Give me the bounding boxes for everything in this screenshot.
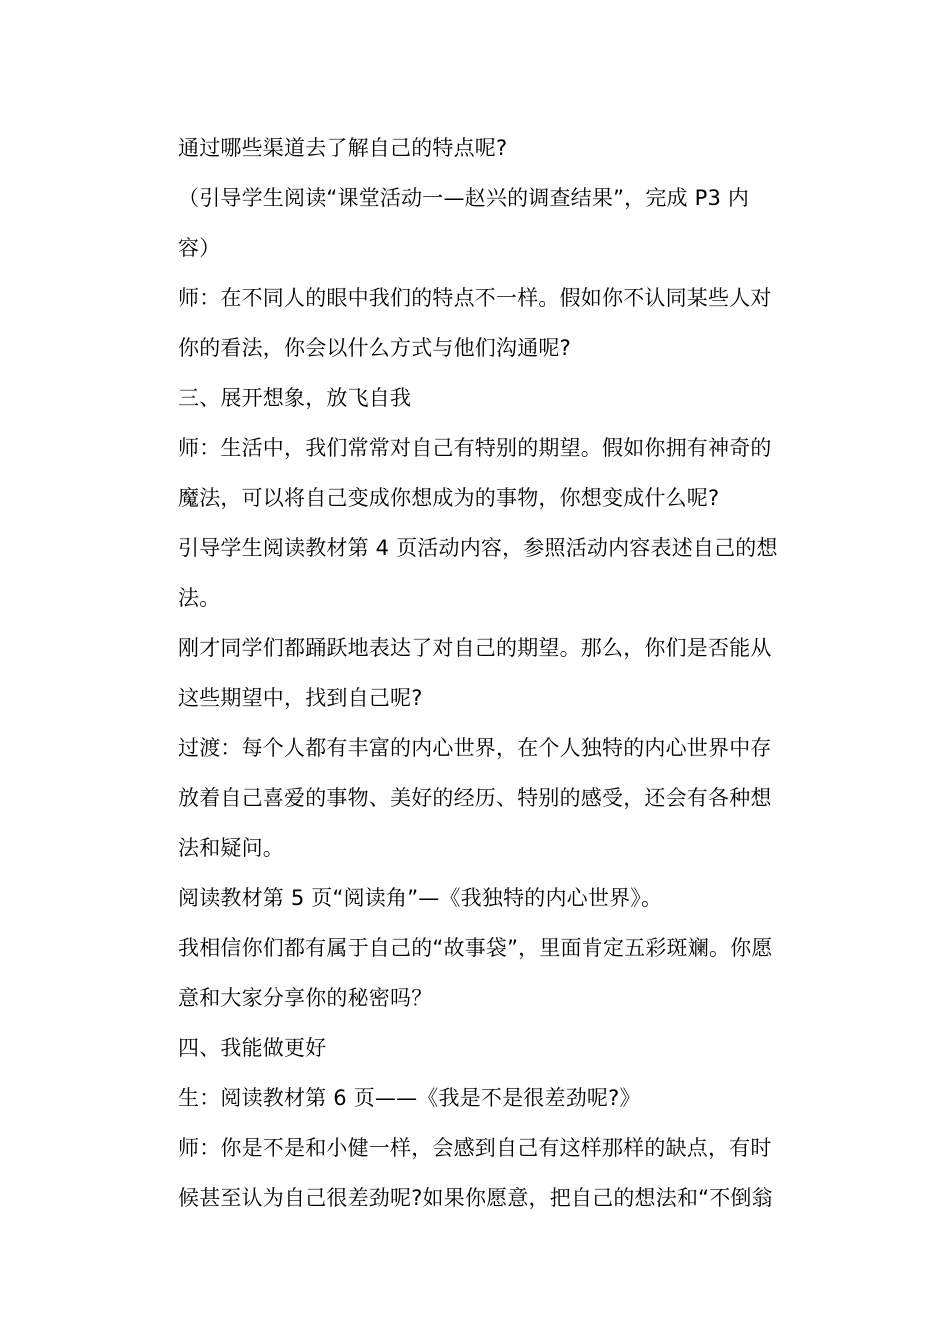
text-line: 引导学生阅读教材第 4 页活动内容，参照活动内容表述自己的想 [178, 536, 778, 560]
text-line: 师：你是不是和小健一样，会感到自己有这样那样的缺点，有时 [178, 1136, 772, 1160]
text-line: 法。 [178, 586, 221, 610]
text-line: 师：生活中，我们常常对自己有特别的期望。假如你拥有神奇的 [178, 436, 772, 460]
text-line: 师：在不同人的眼中我们的特点不一样。假如你不认同某些人对 [178, 286, 772, 310]
text-line: 法和疑问。 [178, 836, 284, 860]
text-line: 我相信你们都有属于自己的“故事袋”，里面肯定五彩斑斓。你愿 [178, 936, 773, 960]
text-line: 阅读教材第 5 页“阅读角”—《我独特的内心世界》。 [178, 886, 663, 910]
text-line: 魔法，可以将自己变成你想成为的事物，你想变成什么呢? [178, 486, 720, 510]
text-line: 候甚至认为自己很差劲呢?如果你愿意，把自己的想法和“不倒翁 [178, 1186, 773, 1210]
text-line: 刚才同学们都踊跃地表达了对自己的期望。那么，你们是否能从 [178, 636, 772, 660]
text-line: 你的看法，你会以什么方式与他们沟通呢? [178, 336, 571, 360]
text-line: 意和大家分享你的秘密吗？ [178, 986, 433, 1010]
text-line: 容） [178, 236, 221, 260]
text-line: 生：阅读教材第 6 页——《我是不是很差劲呢?》 [178, 1086, 641, 1110]
section-heading: 三、展开想象，放飞自我 [178, 386, 412, 410]
text-line: （引导学生阅读“课堂活动一—赵兴的调查结果”，完成 P3 内 [178, 186, 750, 210]
text-line: 过渡：每个人都有丰富的内心世界，在个人独特的内心世界中存 [178, 736, 772, 760]
text-line: 放着自己喜爱的事物、美好的经历、特别的感受，还会有各种想 [178, 786, 772, 810]
section-heading: 四、我能做更好 [178, 1036, 327, 1060]
text-line: 这些期望中，找到自己呢? [178, 686, 423, 710]
text-line: 通过哪些渠道去了解自己的特点呢? [178, 136, 508, 160]
